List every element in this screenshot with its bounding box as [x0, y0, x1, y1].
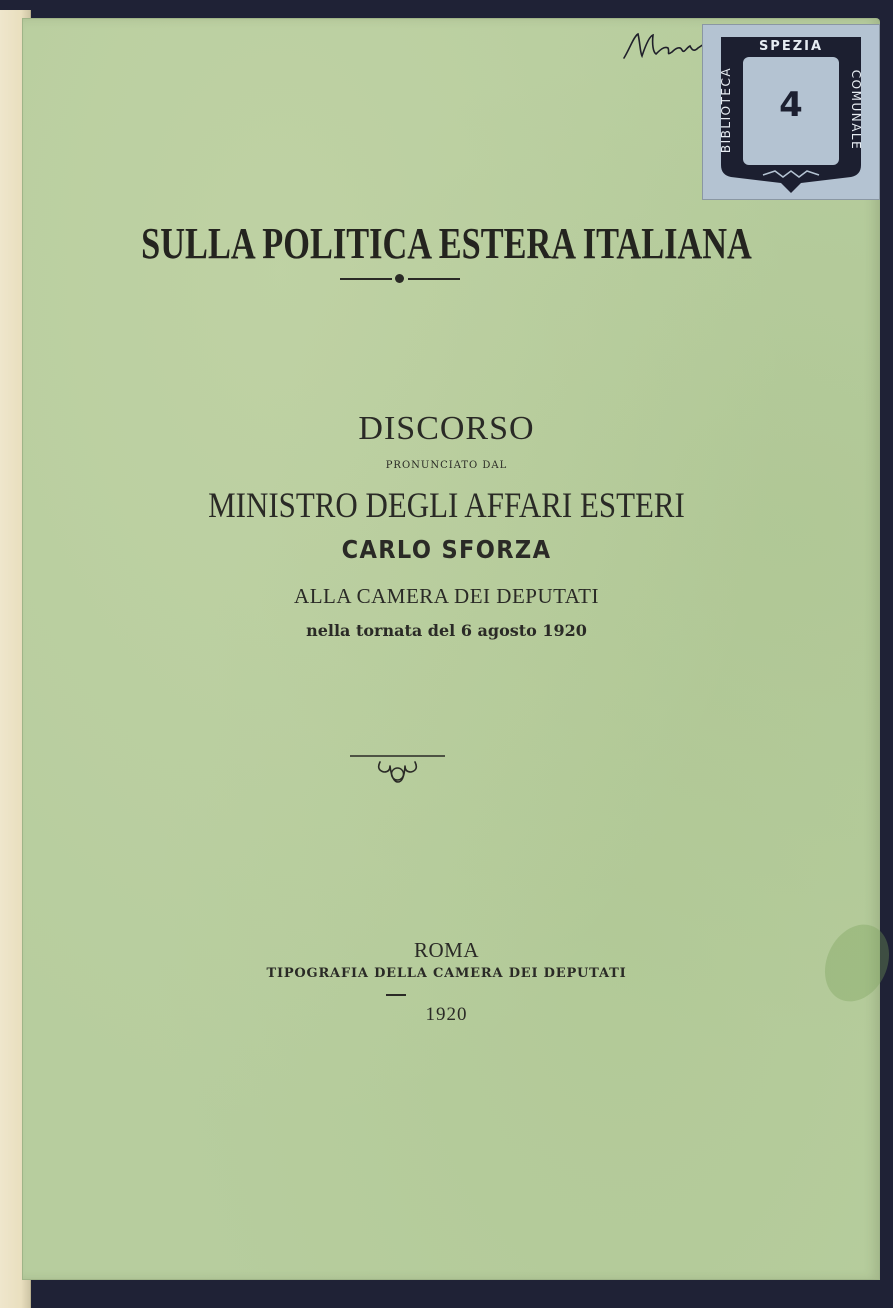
fleuron-ornament: [350, 752, 445, 788]
speaker-name: CARLO SFORZA: [341, 535, 552, 564]
discorso-heading: DISCORSO: [358, 410, 535, 447]
book-cover: [22, 18, 880, 1280]
imprint-year: 1920: [425, 1004, 468, 1025]
venue-line: ALLA CAMERA DEI DEPUTATI: [294, 584, 599, 608]
library-label: [702, 24, 880, 200]
handwritten-signature: [620, 30, 706, 64]
title-divider-ornament: [340, 272, 460, 286]
label-left-text: BIBLIOTECA: [719, 66, 733, 154]
label-top-text: SPEZIA: [758, 39, 824, 54]
imprint-printer: TIPOGRAFIA DELLA CAMERA DEI DEPUTATI: [266, 966, 627, 981]
paper-stain: [813, 914, 893, 1012]
label-number: 4: [779, 85, 803, 125]
book-title: SULLA POLITICA ESTERA ITALIANA: [141, 219, 752, 268]
label-right-text: COMUNALE: [849, 69, 863, 151]
imprint-city: ROMA: [413, 938, 479, 962]
ministro-line: MINISTRO DEGLI AFFARI ESTERI: [208, 485, 685, 525]
session-date: nella tornata del 6 agosto 1920: [306, 621, 587, 640]
imprint-dash: [386, 994, 406, 996]
pronunciato-line: PRONUNCIATO DAL: [385, 460, 508, 471]
